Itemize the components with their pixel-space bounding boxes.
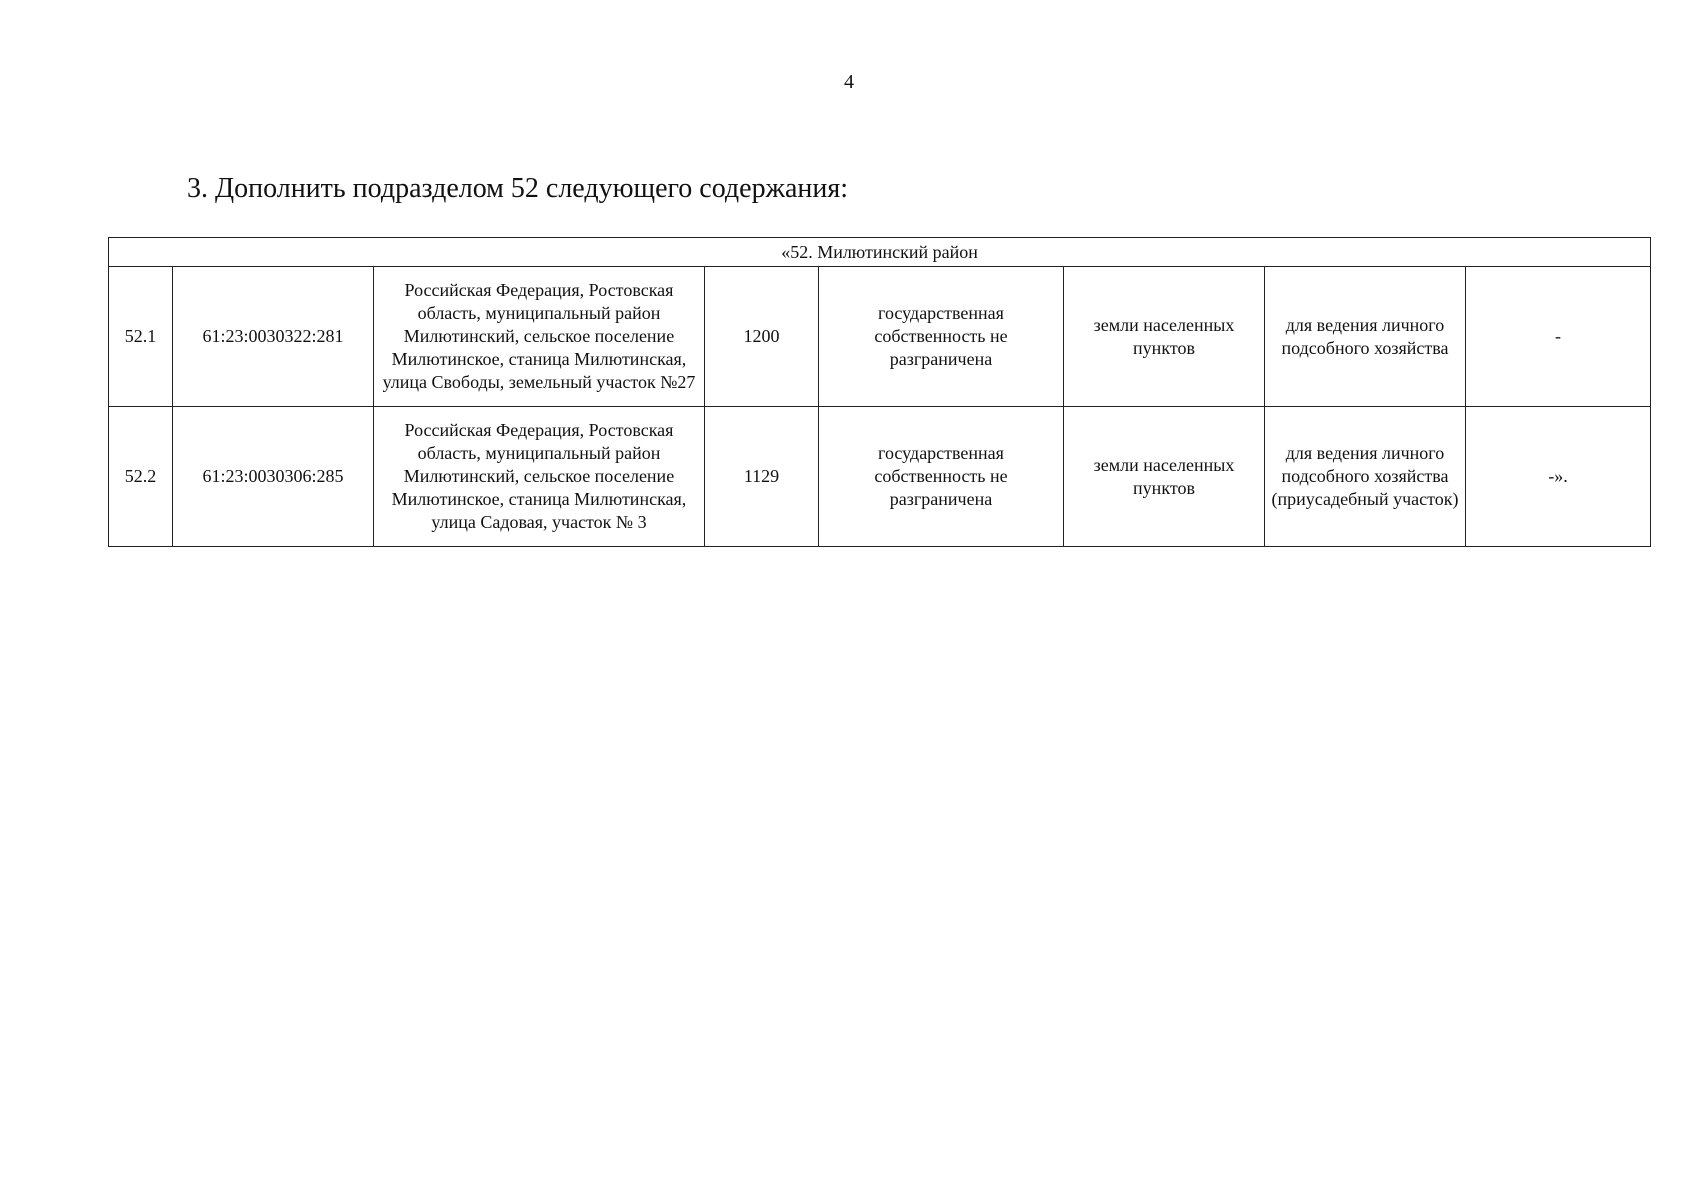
land-category-cell: земли населенных пунктов <box>1064 267 1265 407</box>
permitted-use-cell: для ведения личного подсобного хозяйства <box>1265 267 1466 407</box>
table-row <box>109 407 1651 547</box>
permitted-use-cell: для ведения личного подсобного хозяйства (приусадебный участок) <box>1265 407 1466 547</box>
ownership-cell: государственная собственность не разграничена <box>819 267 1064 407</box>
ownership-cell: государственная собственность не разграничена <box>819 407 1064 547</box>
section-header-row <box>109 238 1651 267</box>
row-number: 52.1 <box>109 267 173 407</box>
row-number: 52.2 <box>109 407 173 547</box>
land-plots-table <box>108 237 1651 547</box>
area-cell: 1129 <box>705 407 819 547</box>
cadastral-number: 61:23:0030322:281 <box>173 267 374 407</box>
cadastral-number: 61:23:0030306:285 <box>173 407 374 547</box>
table-row <box>109 267 1651 407</box>
area-cell: 1200 <box>705 267 819 407</box>
note-cell: - <box>1466 267 1651 407</box>
address-cell: Российская Федерация, Ростовская область, муниципальный район Милютинский, сельское поселение Милютинское, станица Милютинская, улица Свободы, земельный участок №27 <box>374 267 705 407</box>
section-title: «52. Милютинский район <box>109 238 1651 267</box>
page-number: 4 <box>844 71 854 93</box>
note-cell: -». <box>1466 407 1651 547</box>
address-cell: Российская Федерация, Ростовская область, муниципальный район Милютинский, сельское поселение Милютинское, станица Милютинская, улица Садовая, участок № 3 <box>374 407 705 547</box>
land-category-cell: земли населенных пунктов <box>1064 407 1265 547</box>
intro-paragraph: 3. Дополнить подразделом 52 следующего содержания: <box>187 173 848 204</box>
